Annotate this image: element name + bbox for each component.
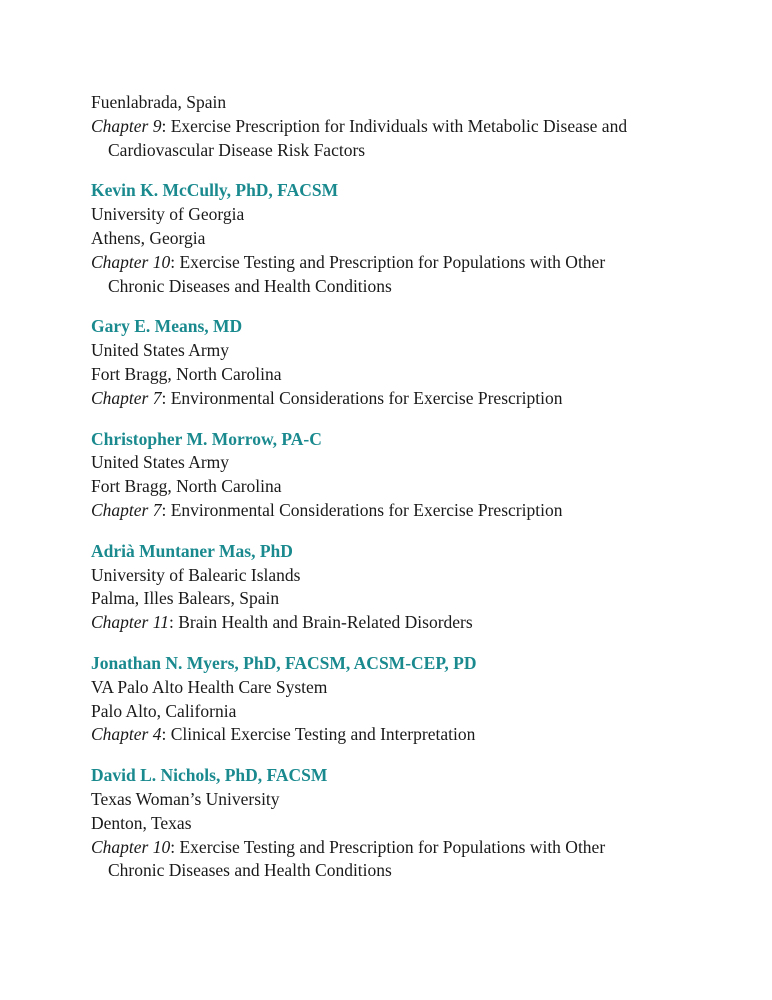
contributor-name: David L. Nichols, PhD, FACSM xyxy=(91,765,328,786)
contributor-location: Fort Bragg, North Carolina xyxy=(91,476,282,497)
contributor-list xyxy=(91,91,691,883)
chapter-title: : Brain Health and Brain-Related Disorders xyxy=(168,612,473,633)
contributor-name: Christopher M. Morrow, PA-C xyxy=(91,428,322,449)
contributor-chapter xyxy=(91,251,691,275)
contributor-entry xyxy=(91,652,691,747)
chapter-title: : Clinical Exercise Testing and Interpretation xyxy=(161,724,476,745)
contributor-entry xyxy=(91,764,691,883)
chapter-title-continued: Chronic Diseases and Health Conditions xyxy=(108,860,392,881)
chapter-title-continued: Chronic Diseases and Health Conditions xyxy=(108,275,392,296)
contributor-chapter xyxy=(91,723,691,747)
contributor-entry xyxy=(91,315,691,410)
contributor-affiliation: University of Georgia xyxy=(91,204,245,225)
chapter-title: : Exercise Prescription for Individuals with Metabolic Disease and xyxy=(161,115,628,136)
chapter-number: Chapter 10 xyxy=(91,251,171,272)
contributor-entry xyxy=(91,179,691,298)
contributor-location: Palma, Illes Balears, Spain xyxy=(91,588,280,609)
contributor-location: Athens, Georgia xyxy=(91,227,206,248)
contributor-entry xyxy=(91,540,691,635)
chapter-title: : Exercise Testing and Prescription for Populations with Other xyxy=(170,836,606,857)
chapter-title-continued: Cardiovascular Disease Risk Factors xyxy=(108,139,366,160)
contributor-entry xyxy=(91,91,691,162)
contributor-location: Fort Bragg, North Carolina xyxy=(91,363,282,384)
contributor-name: Jonathan N. Myers, PhD, FACSM, ACSM-CEP, PD xyxy=(91,652,477,673)
chapter-number: Chapter 10 xyxy=(91,836,171,857)
contributor-location: Palo Alto, California xyxy=(91,700,237,721)
chapter-number: Chapter 11 xyxy=(91,612,169,633)
contributor-affiliation: United States Army xyxy=(91,452,230,473)
chapter-number: Chapter 7 xyxy=(91,387,162,408)
contributor-chapter xyxy=(91,387,691,411)
chapter-number: Chapter 7 xyxy=(91,499,162,520)
contributor-name: Adrià Muntaner Mas, PhD xyxy=(91,540,293,561)
contributor-location: Fuenlabrada, Spain xyxy=(91,92,227,112)
chapter-title: : Environmental Considerations for Exercise Prescription xyxy=(161,499,563,520)
contributor-chapter xyxy=(91,836,691,860)
chapter-title: : Exercise Testing and Prescription for Populations with Other xyxy=(170,251,606,272)
contributor-entry xyxy=(91,428,691,523)
contributor-affiliation: Texas Woman’s University xyxy=(91,788,280,809)
contributor-chapter xyxy=(91,499,691,523)
contributor-name: Gary E. Means, MD xyxy=(91,316,243,337)
contributor-location: Denton, Texas xyxy=(91,812,192,833)
contributor-chapter xyxy=(91,611,691,635)
contributor-name: Kevin K. McCully, PhD, FACSM xyxy=(91,180,339,201)
chapter-title: : Environmental Considerations for Exercise Prescription xyxy=(161,387,563,408)
chapter-number: Chapter 9 xyxy=(91,115,162,136)
contributor-affiliation: United States Army xyxy=(91,340,230,361)
chapter-number: Chapter 4 xyxy=(91,724,162,745)
contributor-affiliation: University of Balearic Islands xyxy=(91,564,301,585)
contributor-chapter xyxy=(91,115,691,139)
contributor-affiliation: VA Palo Alto Health Care System xyxy=(91,676,328,697)
